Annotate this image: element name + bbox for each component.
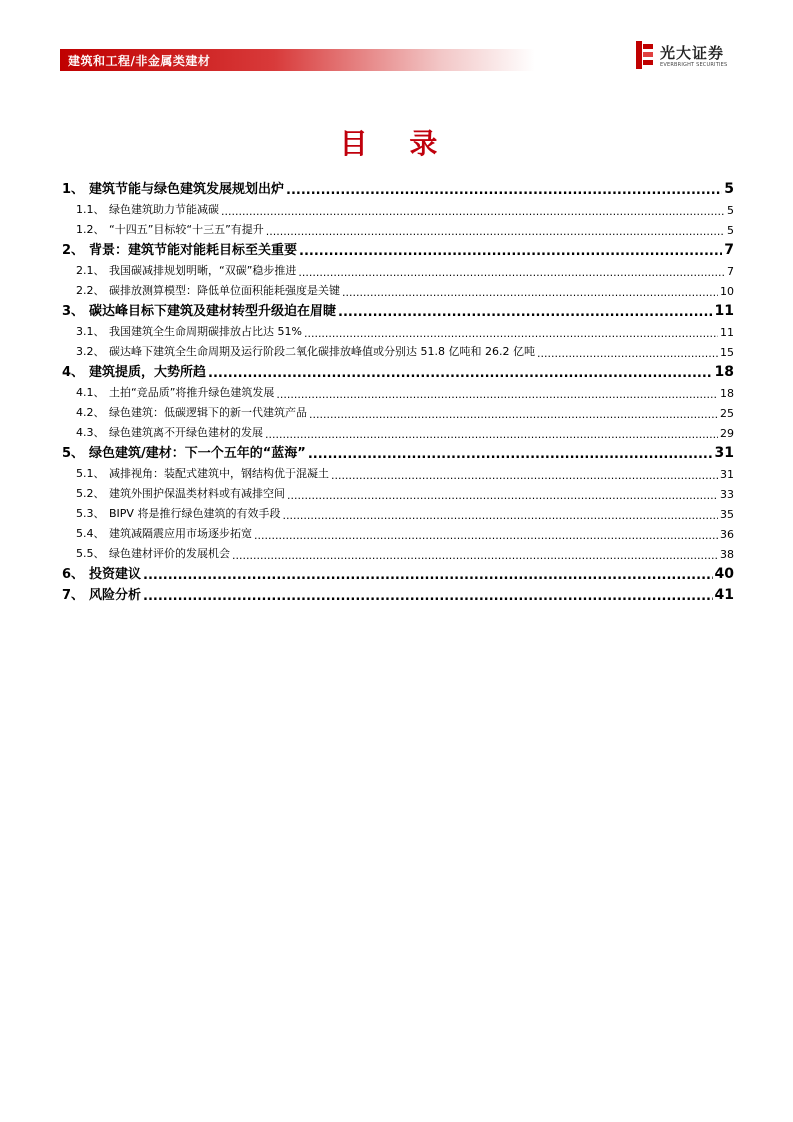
toc-entry-label: 绿色建材评价的发展机会 bbox=[109, 547, 230, 560]
toc-entry-page: 31 bbox=[714, 445, 734, 461]
toc-dot-leader bbox=[221, 206, 725, 217]
toc-entry-number: 4、 bbox=[62, 365, 85, 380]
toc-section-entry[interactable] bbox=[62, 440, 734, 461]
toc-entry-label: 绿色建筑助力节能减碳 bbox=[109, 203, 219, 216]
toc-entry-page: 18 bbox=[714, 364, 734, 380]
toc-entry-label: 投资建议 bbox=[89, 567, 142, 582]
toc-entry-number: 2.2、 bbox=[76, 284, 105, 297]
toc-entry-label: 我国建筑全生命周期碳排放占比达 51% bbox=[109, 325, 302, 338]
section-label: 建筑和工程/非金属类建材 bbox=[68, 54, 211, 68]
toc-dot-leader bbox=[331, 470, 718, 481]
toc-entry-label: 碳排放测算模型：降低单位面积能耗强度是关键 bbox=[109, 284, 340, 297]
toc-entry-page: 29 bbox=[720, 427, 734, 440]
toc-dot-leader bbox=[265, 429, 718, 440]
toc-subsection-entry[interactable] bbox=[62, 400, 734, 420]
toc-entry-page: 5 bbox=[727, 204, 734, 217]
toc-entry-number: 3、 bbox=[62, 304, 85, 319]
toc-entry-page: 5 bbox=[724, 181, 734, 197]
toc-subsection-entry[interactable] bbox=[62, 319, 734, 339]
toc-entry-label: 建筑节能与绿色建筑发展规划出炉 bbox=[89, 182, 285, 197]
toc-subsection-entry[interactable] bbox=[62, 380, 734, 400]
brand-subtitle: EVERBRIGHT SECURITIES bbox=[660, 62, 728, 68]
toc-dot-leader bbox=[286, 184, 722, 197]
toc-subsection-entry[interactable] bbox=[62, 501, 734, 521]
toc-section-entry[interactable] bbox=[62, 237, 734, 258]
toc-section-entry[interactable] bbox=[62, 176, 734, 197]
toc-entry-page: 38 bbox=[720, 548, 734, 561]
toc-entry-label: 绿色建筑/建材：下一个五年的“蓝海” bbox=[89, 446, 306, 461]
toc-entry-number: 5、 bbox=[62, 446, 85, 461]
toc-entry-number: 3.1、 bbox=[76, 325, 105, 338]
toc-entry-page: 31 bbox=[720, 468, 734, 481]
toc-entry-page: 11 bbox=[714, 303, 734, 319]
toc-entry-label: BIPV 将是推行绿色建筑的有效手段 bbox=[109, 507, 281, 520]
toc-dot-leader bbox=[287, 490, 718, 501]
toc-entry-page: 10 bbox=[720, 285, 734, 298]
toc-entry-label: “十四五”目标较“十三五”有提升 bbox=[109, 223, 264, 236]
toc-dot-leader bbox=[304, 328, 718, 339]
toc-dot-leader bbox=[298, 267, 725, 278]
toc-entry-number: 4.1、 bbox=[76, 386, 105, 399]
toc-dot-leader bbox=[282, 510, 718, 521]
toc-dot-leader bbox=[254, 530, 718, 541]
toc-entry-number: 5.1、 bbox=[76, 467, 105, 480]
toc-section-entry[interactable] bbox=[62, 561, 734, 582]
toc-entry-number: 4.2、 bbox=[76, 406, 105, 419]
toc-section-entry[interactable] bbox=[62, 582, 734, 603]
toc-dot-leader bbox=[309, 409, 718, 420]
page-title: 目 录 bbox=[339, 127, 454, 160]
toc-entry-number: 4.3、 bbox=[76, 426, 105, 439]
toc-entry-label: 我国碳减排规划明晰，“双碳”稳步推进 bbox=[109, 264, 297, 277]
toc-entry-number: 2、 bbox=[62, 243, 85, 258]
toc-dot-leader bbox=[537, 348, 718, 359]
toc-entry-page: 41 bbox=[714, 587, 734, 603]
toc-entry-number: 7、 bbox=[62, 588, 85, 603]
toc-entry-page: 36 bbox=[720, 528, 734, 541]
toc-section-entry[interactable] bbox=[62, 359, 734, 380]
toc-dot-leader bbox=[232, 550, 718, 561]
toc-entry-page: 5 bbox=[727, 224, 734, 237]
toc-subsection-entry[interactable] bbox=[62, 217, 734, 237]
toc-entry-page: 7 bbox=[724, 242, 734, 258]
toc-subsection-entry[interactable] bbox=[62, 481, 734, 501]
toc-subsection-entry[interactable] bbox=[62, 339, 734, 359]
toc-entry-label: 碳达峰下建筑全生命周期及运行阶段二氧化碳排放峰值或分别达 51.8 亿吨和 26.2 亿吨 bbox=[109, 345, 535, 358]
toc-entry-label: 减排视角：装配式建筑中，钢结构优于混凝土 bbox=[109, 467, 329, 480]
toc-subsection-entry[interactable] bbox=[62, 541, 734, 561]
toc-entry-number: 5.2、 bbox=[76, 487, 105, 500]
header-bar bbox=[60, 49, 535, 71]
toc-entry-label: 建筑减隔震应用市场逐步拓宽 bbox=[109, 527, 252, 540]
toc-entry-label: 土拍“竞品质”将推升绿色建筑发展 bbox=[109, 386, 275, 399]
toc-section-entry[interactable] bbox=[62, 298, 734, 319]
everbright-logo bbox=[636, 41, 736, 71]
toc-dot-leader bbox=[299, 245, 722, 258]
toc-entry-page: 25 bbox=[720, 407, 734, 420]
toc-entry-label: 背景：建筑节能对能耗目标至关重要 bbox=[89, 243, 298, 258]
toc-entry-number: 5.3、 bbox=[76, 507, 105, 520]
toc-dot-leader bbox=[143, 569, 713, 582]
toc-entry-page: 33 bbox=[720, 488, 734, 501]
toc-subsection-entry[interactable] bbox=[62, 461, 734, 481]
toc-dot-leader bbox=[276, 389, 718, 400]
toc-entry-page: 15 bbox=[720, 346, 734, 359]
brand-name: 光大证券 bbox=[660, 44, 725, 62]
toc-entry-label: 碳达峰目标下建筑及建材转型升级迫在眉睫 bbox=[89, 304, 337, 319]
toc-subsection-entry[interactable] bbox=[62, 420, 734, 440]
toc-entry-page: 7 bbox=[727, 265, 734, 278]
toc-entry-label: 建筑提质，大势所趋 bbox=[89, 365, 207, 380]
toc-entry-label: 绿色建筑：低碳逻辑下的新一代建筑产品 bbox=[109, 406, 307, 419]
toc-subsection-entry[interactable] bbox=[62, 197, 734, 217]
toc-entry-number: 2.1、 bbox=[76, 264, 105, 277]
toc-dot-leader bbox=[308, 448, 713, 461]
toc-entry-page: 11 bbox=[720, 326, 734, 339]
table-of-contents bbox=[62, 176, 734, 603]
toc-entry-label: 风险分析 bbox=[89, 588, 142, 603]
toc-dot-leader bbox=[208, 367, 713, 380]
toc-entry-label: 绿色建筑离不开绿色建材的发展 bbox=[109, 426, 263, 439]
toc-entry-number: 5.4、 bbox=[76, 527, 105, 540]
toc-entry-page: 18 bbox=[720, 387, 734, 400]
toc-entry-label: 建筑外围护保温类材料或有减排空间 bbox=[109, 487, 285, 500]
toc-entry-number: 1.1、 bbox=[76, 203, 105, 216]
toc-entry-page: 35 bbox=[720, 508, 734, 521]
toc-entry-number: 6、 bbox=[62, 567, 85, 582]
toc-dot-leader bbox=[342, 287, 718, 298]
toc-entry-number: 1.2、 bbox=[76, 223, 105, 236]
toc-entry-number: 3.2、 bbox=[76, 345, 105, 358]
toc-entry-number: 5.5、 bbox=[76, 547, 105, 560]
toc-dot-leader bbox=[143, 590, 713, 603]
toc-entry-number: 1、 bbox=[62, 182, 85, 197]
everbright-logo-icon bbox=[636, 41, 654, 69]
toc-subsection-entry[interactable] bbox=[62, 278, 734, 298]
toc-dot-leader bbox=[266, 226, 725, 237]
toc-subsection-entry[interactable] bbox=[62, 521, 734, 541]
toc-entry-page: 40 bbox=[714, 566, 734, 582]
toc-dot-leader bbox=[338, 306, 713, 319]
toc-subsection-entry[interactable] bbox=[62, 258, 734, 278]
